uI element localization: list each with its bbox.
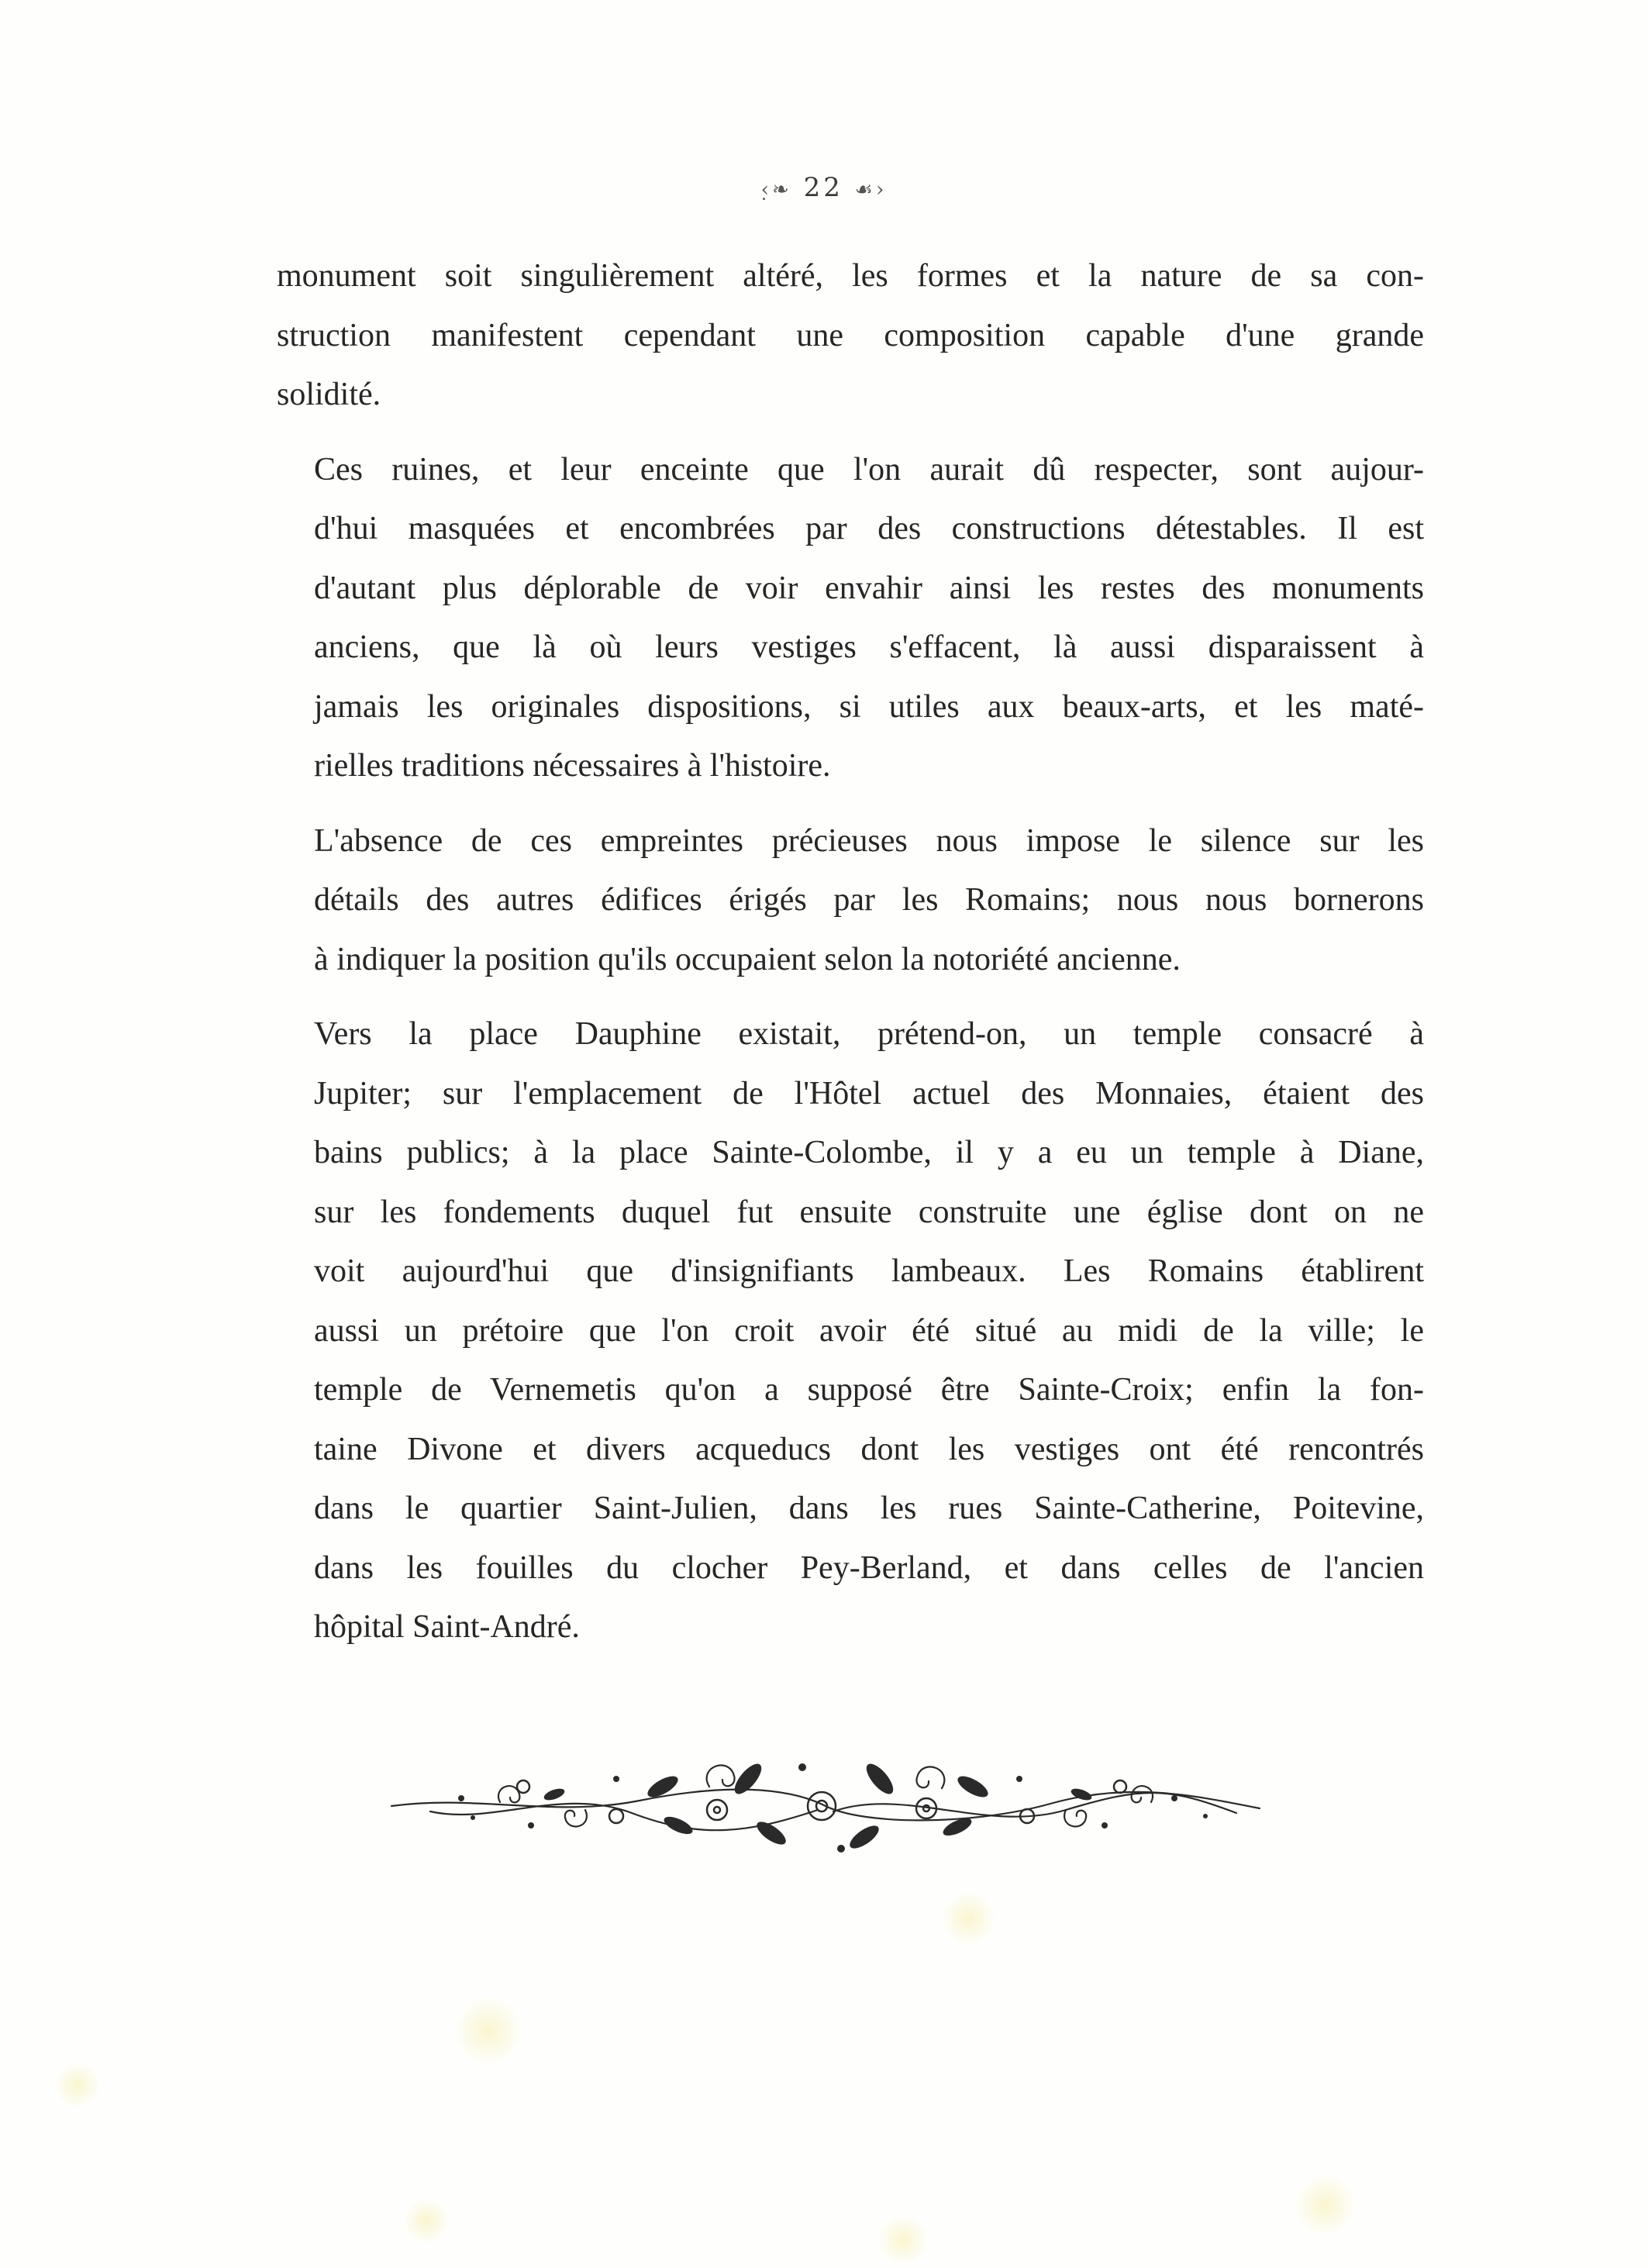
text-line: Ces ruines, et leur enceinte que l'on aurait dû respecter, sont aujour- — [314, 451, 1424, 488]
page-number: 22 — [803, 172, 843, 203]
text-line: Vers la place Dauphine existait, prétend-on, un temple consacré à — [314, 1016, 1424, 1052]
text-line: bains publics; à la place Sainte-Colombe, il y a eu un temple à Diane, — [314, 1135, 1424, 1170]
paper-stain — [1295, 2174, 1357, 2236]
text-line: voit aujourd'hui que d'insignifiants lambeaux. Les Romains établirent — [314, 1253, 1424, 1289]
text-line: détails des autres édifices érigés par les Romains; nous nous bornerons — [314, 882, 1424, 918]
text-line: aussi un prétoire que l'on croit avoir été situé au midi de la ville; le — [314, 1312, 1424, 1349]
text-line: Jupiter; sur l'emplacement de l'Hôtel actuel des Monnaies, étaient des — [314, 1075, 1424, 1112]
paper-stain — [876, 2217, 930, 2263]
text-line: hôpital Saint-André. — [314, 1609, 580, 1645]
header-ornament-left: ‹̣❧ — [760, 178, 792, 202]
text-line: jamais les originales dispositions, si utiles aux beaux-arts, et les maté- — [314, 688, 1424, 725]
text-line: L'absence de ces empreintes précieuses nous impose le silence sur les — [314, 822, 1424, 859]
text-line: à indiquer la position qu'ils occupaient selon la notoriété ancienne. — [314, 941, 1181, 977]
paper-stain — [54, 2062, 101, 2108]
text-line: rielles traditions nécessaires à l'histoire. — [314, 748, 831, 784]
paper-stain — [453, 1996, 523, 2066]
paper-stain — [942, 1891, 996, 1946]
text-line: temple de Vernemetis qu'on a supposé être Sainte-Croix; enfin la fon- — [314, 1372, 1424, 1408]
body-text — [277, 246, 1424, 1673]
text-line: anciens, que là où leurs vestiges s'effacent, là aussi disparaissent à — [314, 629, 1424, 665]
text-line: d'hui masquées et encombrées par des constructions détestables. Il est — [314, 511, 1424, 546]
header-ornament-right: ☙› — [854, 178, 888, 202]
paragraph-2 — [277, 440, 1424, 796]
text-line: solidité. — [277, 377, 381, 412]
text-line: d'autant plus déplorable de voir envahir ainsi les restes des monuments — [314, 570, 1424, 606]
page-header — [0, 172, 1648, 203]
paragraph-4 — [277, 1005, 1424, 1657]
text-line: sur les fondements duquel fut ensuite construite une église dont on ne — [314, 1194, 1424, 1230]
text-line: taine Divone et divers acqueducs dont les vestiges ont été rencontrés — [314, 1431, 1424, 1467]
text-line: struction manifestent cependant une composition capable d'une grande — [277, 317, 1424, 353]
paragraph-1 — [277, 246, 1424, 425]
paragraph-3 — [277, 812, 1424, 990]
floral-vignette-icon — [384, 1732, 1267, 1864]
text-line: dans le quartier Saint-Julien, dans les rues Sainte-Catherine, Poitevine, — [314, 1491, 1424, 1526]
paper-stain — [403, 2197, 450, 2244]
text-line: dans les fouilles du clocher Pey-Berland, et dans celles de l'ancien — [314, 1549, 1424, 1586]
text-line: monument soit singulièrement altéré, les formes et la nature de sa con- — [277, 258, 1424, 294]
